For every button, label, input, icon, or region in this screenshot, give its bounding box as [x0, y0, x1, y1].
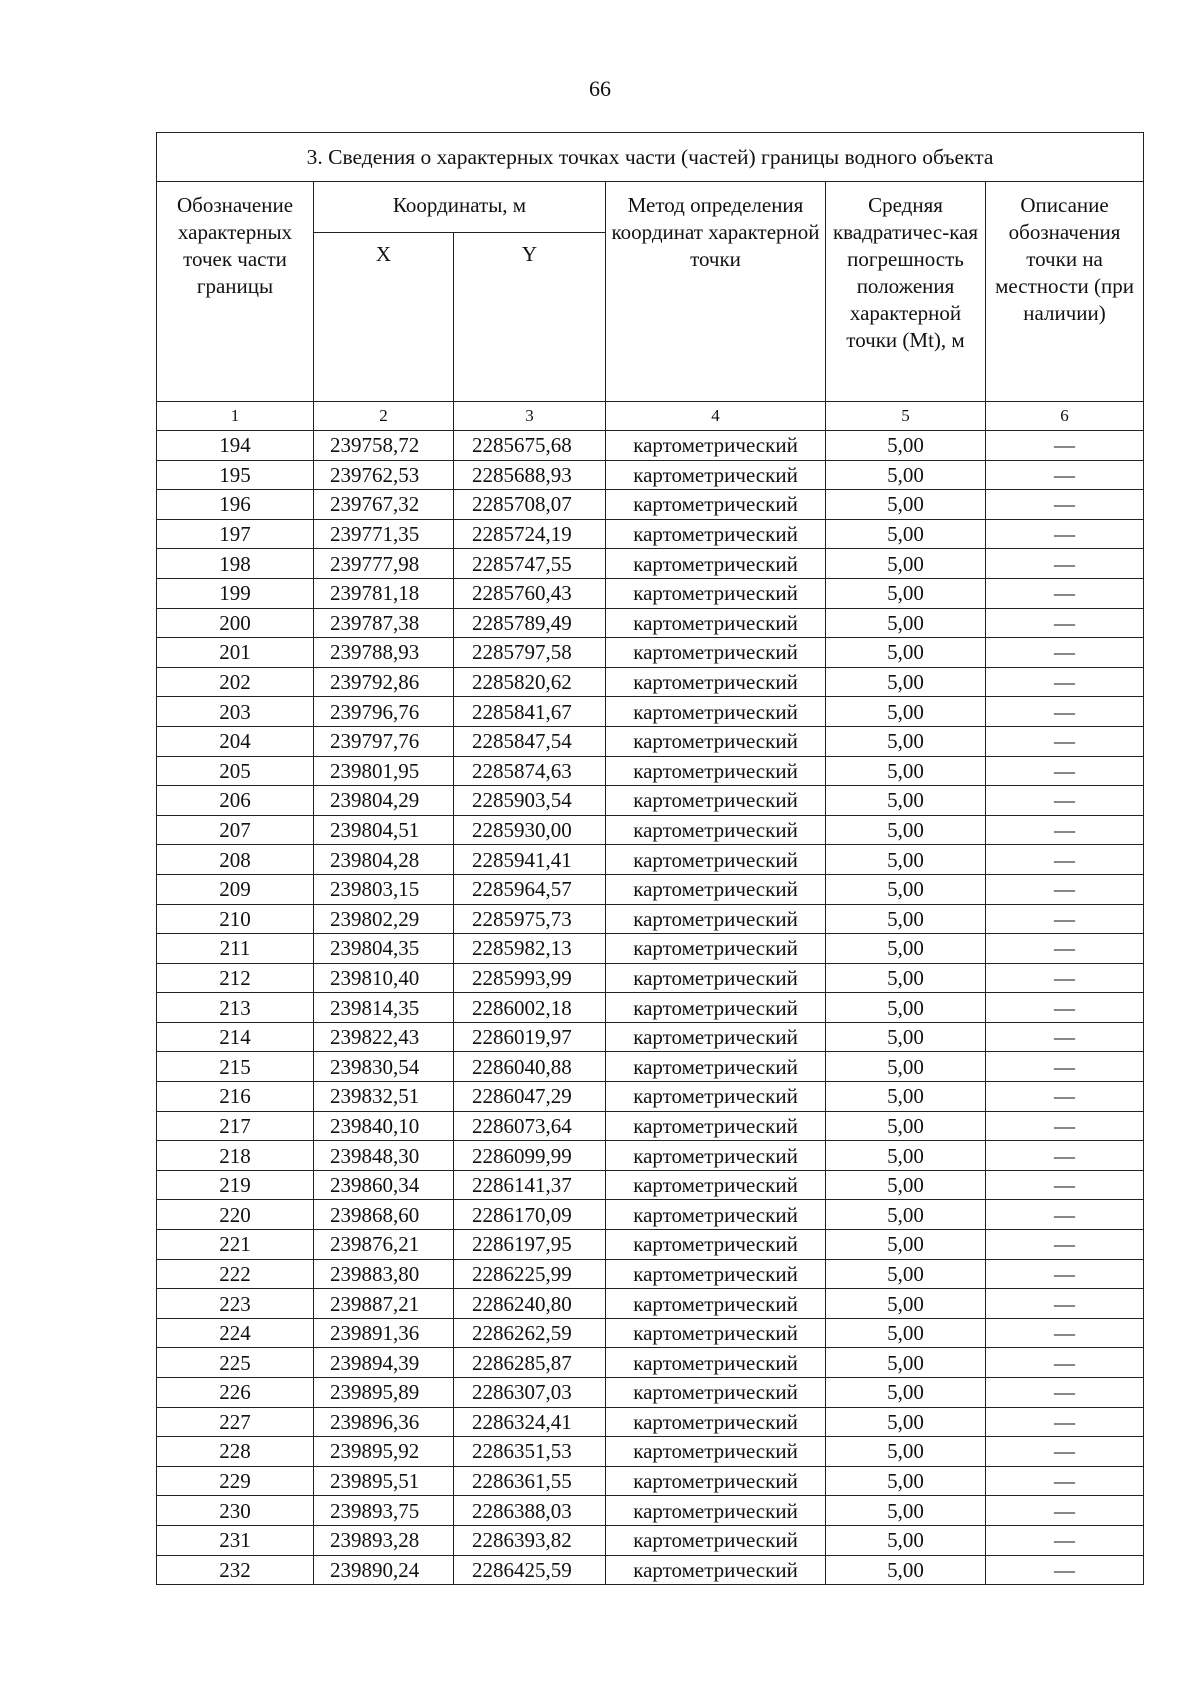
x-coordinate-cell: 239803,15 — [314, 874, 454, 904]
column-number: 5 — [826, 402, 986, 431]
table-row — [157, 1141, 1144, 1171]
description-cell: — — [986, 1170, 1144, 1200]
description-cell: — — [986, 608, 1144, 638]
x-coordinate-cell: 239860,34 — [314, 1170, 454, 1200]
point-cell: 212 — [157, 963, 314, 993]
method-cell: картометрический — [606, 1496, 826, 1526]
boundary-points-table — [156, 132, 1144, 1585]
table-row — [157, 431, 1144, 461]
table-row — [157, 638, 1144, 668]
method-cell: картометрический — [606, 1378, 826, 1408]
x-coordinate-cell: 239771,35 — [314, 519, 454, 549]
point-cell: 200 — [157, 608, 314, 638]
method-cell: картометрический — [606, 1111, 826, 1141]
point-cell: 197 — [157, 519, 314, 549]
point-cell: 231 — [157, 1525, 314, 1555]
table-row — [157, 549, 1144, 579]
description-cell: — — [986, 963, 1144, 993]
x-coordinate-cell: 239822,43 — [314, 1022, 454, 1052]
y-coordinate-cell: 2286324,41 — [454, 1407, 606, 1437]
point-cell: 196 — [157, 490, 314, 520]
table-row — [157, 490, 1144, 520]
table-row — [157, 1407, 1144, 1437]
method-cell: картометрический — [606, 1022, 826, 1052]
table-row — [157, 1555, 1144, 1585]
description-cell: — — [986, 638, 1144, 668]
error-cell: 5,00 — [826, 1141, 986, 1171]
y-coordinate-cell: 2285982,13 — [454, 934, 606, 964]
y-coordinate-cell: 2286240,80 — [454, 1289, 606, 1319]
method-cell: картометрический — [606, 1466, 826, 1496]
column-number: 3 — [454, 402, 606, 431]
description-cell: — — [986, 786, 1144, 816]
error-cell: 5,00 — [826, 519, 986, 549]
header-method: Метод определения координат характерной точки — [606, 182, 826, 402]
method-cell: картометрический — [606, 697, 826, 727]
error-cell: 5,00 — [826, 845, 986, 875]
method-cell: картометрический — [606, 1437, 826, 1467]
x-coordinate-cell: 239796,76 — [314, 697, 454, 727]
x-coordinate-cell: 239814,35 — [314, 993, 454, 1023]
description-cell: — — [986, 1052, 1144, 1082]
point-cell: 198 — [157, 549, 314, 579]
description-cell: — — [986, 1289, 1144, 1319]
method-cell: картометрический — [606, 519, 826, 549]
table-row — [157, 786, 1144, 816]
x-coordinate-cell: 239890,24 — [314, 1555, 454, 1585]
y-coordinate-cell: 2285724,19 — [454, 519, 606, 549]
description-cell: — — [986, 1348, 1144, 1378]
method-cell: картометрический — [606, 1200, 826, 1230]
point-cell: 223 — [157, 1289, 314, 1319]
y-coordinate-cell: 2285847,54 — [454, 726, 606, 756]
table-row — [157, 1289, 1144, 1319]
x-coordinate-cell: 239781,18 — [314, 578, 454, 608]
description-cell: — — [986, 993, 1144, 1023]
table-row — [157, 1082, 1144, 1112]
y-coordinate-cell: 2286225,99 — [454, 1259, 606, 1289]
error-cell: 5,00 — [826, 1437, 986, 1467]
point-cell: 229 — [157, 1466, 314, 1496]
error-cell: 5,00 — [826, 1022, 986, 1052]
error-cell: 5,00 — [826, 1525, 986, 1555]
column-number: 6 — [986, 402, 1144, 431]
method-cell: картометрический — [606, 1289, 826, 1319]
point-cell: 225 — [157, 1348, 314, 1378]
table-row — [157, 460, 1144, 490]
y-coordinate-cell: 2285874,63 — [454, 756, 606, 786]
table-row — [157, 608, 1144, 638]
x-coordinate-cell: 239891,36 — [314, 1318, 454, 1348]
description-cell: — — [986, 1555, 1144, 1585]
description-cell: — — [986, 934, 1144, 964]
column-number: 4 — [606, 402, 826, 431]
y-coordinate-cell: 2286040,88 — [454, 1052, 606, 1082]
method-cell: картометрический — [606, 786, 826, 816]
y-coordinate-cell: 2286047,29 — [454, 1082, 606, 1112]
y-coordinate-cell: 2285688,93 — [454, 460, 606, 490]
table-row — [157, 1437, 1144, 1467]
point-cell: 208 — [157, 845, 314, 875]
x-coordinate-cell: 239804,29 — [314, 786, 454, 816]
table-row — [157, 1170, 1144, 1200]
description-cell: — — [986, 815, 1144, 845]
x-coordinate-cell: 239792,86 — [314, 667, 454, 697]
error-cell: 5,00 — [826, 993, 986, 1023]
error-cell: 5,00 — [826, 431, 986, 461]
point-cell: 230 — [157, 1496, 314, 1526]
y-coordinate-cell: 2286262,59 — [454, 1318, 606, 1348]
description-cell: — — [986, 490, 1144, 520]
x-coordinate-cell: 239787,38 — [314, 608, 454, 638]
table-row — [157, 934, 1144, 964]
method-cell: картометрический — [606, 726, 826, 756]
header-x: X — [314, 233, 454, 402]
table-row — [157, 578, 1144, 608]
description-cell: — — [986, 1259, 1144, 1289]
x-coordinate-cell: 239810,40 — [314, 963, 454, 993]
x-coordinate-cell: 239802,29 — [314, 904, 454, 934]
description-cell: — — [986, 697, 1144, 727]
method-cell: картометрический — [606, 934, 826, 964]
point-cell: 206 — [157, 786, 314, 816]
header-error: Средняя квадратичес-кая погрешность положения характерной точки (Mt), м — [826, 182, 986, 402]
x-coordinate-cell: 239758,72 — [314, 431, 454, 461]
x-coordinate-cell: 239840,10 — [314, 1111, 454, 1141]
x-coordinate-cell: 239767,32 — [314, 490, 454, 520]
description-cell: — — [986, 1111, 1144, 1141]
x-coordinate-cell: 239801,95 — [314, 756, 454, 786]
x-coordinate-cell: 239804,51 — [314, 815, 454, 845]
method-cell: картометрический — [606, 874, 826, 904]
x-coordinate-cell: 239788,93 — [314, 638, 454, 668]
method-cell: картометрический — [606, 815, 826, 845]
description-cell: — — [986, 1318, 1144, 1348]
y-coordinate-cell: 2286019,97 — [454, 1022, 606, 1052]
table-title: 3. Сведения о характерных точках части (частей) границы водного объекта — [157, 133, 1144, 182]
y-coordinate-cell: 2285941,41 — [454, 845, 606, 875]
description-cell: — — [986, 1082, 1144, 1112]
table-row — [157, 1200, 1144, 1230]
method-cell: картометрический — [606, 1141, 826, 1171]
error-cell: 5,00 — [826, 1466, 986, 1496]
point-cell: 232 — [157, 1555, 314, 1585]
x-coordinate-cell: 239868,60 — [314, 1200, 454, 1230]
point-cell: 199 — [157, 578, 314, 608]
x-coordinate-cell: 239804,28 — [314, 845, 454, 875]
y-coordinate-cell: 2286197,95 — [454, 1230, 606, 1260]
table-row — [157, 1022, 1144, 1052]
table-row — [157, 726, 1144, 756]
error-cell: 5,00 — [826, 1407, 986, 1437]
y-coordinate-cell: 2285820,62 — [454, 667, 606, 697]
error-cell: 5,00 — [826, 460, 986, 490]
method-cell: картометрический — [606, 490, 826, 520]
error-cell: 5,00 — [826, 1170, 986, 1200]
table-row — [157, 993, 1144, 1023]
point-cell: 215 — [157, 1052, 314, 1082]
point-cell: 194 — [157, 431, 314, 461]
description-cell: — — [986, 726, 1144, 756]
description-cell: — — [986, 845, 1144, 875]
y-coordinate-cell: 2285930,00 — [454, 815, 606, 845]
point-cell: 228 — [157, 1437, 314, 1467]
error-cell: 5,00 — [826, 934, 986, 964]
description-cell: — — [986, 1378, 1144, 1408]
method-cell: картометрический — [606, 667, 826, 697]
point-cell: 209 — [157, 874, 314, 904]
x-coordinate-cell: 239797,76 — [314, 726, 454, 756]
point-cell: 207 — [157, 815, 314, 845]
description-cell: — — [986, 1466, 1144, 1496]
point-cell: 219 — [157, 1170, 314, 1200]
point-cell: 213 — [157, 993, 314, 1023]
y-coordinate-cell: 2286425,59 — [454, 1555, 606, 1585]
table-row — [157, 904, 1144, 934]
table-row — [157, 874, 1144, 904]
error-cell: 5,00 — [826, 1082, 986, 1112]
description-cell: — — [986, 756, 1144, 786]
x-coordinate-cell: 239887,21 — [314, 1289, 454, 1319]
x-coordinate-cell: 239896,36 — [314, 1407, 454, 1437]
x-coordinate-cell: 239895,89 — [314, 1378, 454, 1408]
error-cell: 5,00 — [826, 1230, 986, 1260]
table-row — [157, 1052, 1144, 1082]
table-row — [157, 1318, 1144, 1348]
method-cell: картометрический — [606, 549, 826, 579]
x-coordinate-cell: 239895,51 — [314, 1466, 454, 1496]
method-cell: картометрический — [606, 1348, 826, 1378]
header-y: Y — [454, 233, 606, 402]
point-cell: 218 — [157, 1141, 314, 1171]
table-row — [157, 1230, 1144, 1260]
method-cell: картометрический — [606, 993, 826, 1023]
point-cell: 221 — [157, 1230, 314, 1260]
point-cell: 203 — [157, 697, 314, 727]
error-cell: 5,00 — [826, 874, 986, 904]
table-body — [157, 431, 1144, 1585]
column-number: 1 — [157, 402, 314, 431]
y-coordinate-cell: 2286099,99 — [454, 1141, 606, 1171]
error-cell: 5,00 — [826, 667, 986, 697]
y-coordinate-cell: 2285760,43 — [454, 578, 606, 608]
point-cell: 201 — [157, 638, 314, 668]
error-cell: 5,00 — [826, 638, 986, 668]
error-cell: 5,00 — [826, 1348, 986, 1378]
description-cell: — — [986, 1525, 1144, 1555]
description-cell: — — [986, 431, 1144, 461]
error-cell: 5,00 — [826, 815, 986, 845]
y-coordinate-cell: 2286073,64 — [454, 1111, 606, 1141]
method-cell: картометрический — [606, 963, 826, 993]
header-designation: Обозначение характерных точек части границы — [157, 182, 314, 402]
method-cell: картометрический — [606, 1407, 826, 1437]
y-coordinate-cell: 2286361,55 — [454, 1466, 606, 1496]
description-cell: — — [986, 460, 1144, 490]
point-cell: 217 — [157, 1111, 314, 1141]
table-row — [157, 1378, 1144, 1408]
error-cell: 5,00 — [826, 786, 986, 816]
error-cell: 5,00 — [826, 1318, 986, 1348]
description-cell: — — [986, 1437, 1144, 1467]
y-coordinate-cell: 2285841,67 — [454, 697, 606, 727]
y-coordinate-cell: 2286170,09 — [454, 1200, 606, 1230]
error-cell: 5,00 — [826, 608, 986, 638]
error-cell: 5,00 — [826, 1200, 986, 1230]
method-cell: картометрический — [606, 460, 826, 490]
table-row — [157, 667, 1144, 697]
description-cell: — — [986, 1022, 1144, 1052]
table-row — [157, 519, 1144, 549]
x-coordinate-cell: 239876,21 — [314, 1230, 454, 1260]
y-coordinate-cell: 2286393,82 — [454, 1525, 606, 1555]
x-coordinate-cell: 239777,98 — [314, 549, 454, 579]
y-coordinate-cell: 2286351,53 — [454, 1437, 606, 1467]
y-coordinate-cell: 2285747,55 — [454, 549, 606, 579]
point-cell: 220 — [157, 1200, 314, 1230]
description-cell: — — [986, 904, 1144, 934]
method-cell: картометрический — [606, 578, 826, 608]
error-cell: 5,00 — [826, 1378, 986, 1408]
error-cell: 5,00 — [826, 490, 986, 520]
x-coordinate-cell: 239895,92 — [314, 1437, 454, 1467]
point-cell: 222 — [157, 1259, 314, 1289]
table-row — [157, 697, 1144, 727]
method-cell: картометрический — [606, 1318, 826, 1348]
y-coordinate-cell: 2285993,99 — [454, 963, 606, 993]
point-cell: 227 — [157, 1407, 314, 1437]
table-row — [157, 1348, 1144, 1378]
error-cell: 5,00 — [826, 697, 986, 727]
method-cell: картометрический — [606, 904, 826, 934]
point-cell: 210 — [157, 904, 314, 934]
y-coordinate-cell: 2285789,49 — [454, 608, 606, 638]
error-cell: 5,00 — [826, 1052, 986, 1082]
table-row — [157, 1466, 1144, 1496]
point-cell: 202 — [157, 667, 314, 697]
description-cell: — — [986, 1230, 1144, 1260]
y-coordinate-cell: 2285708,07 — [454, 490, 606, 520]
description-cell: — — [986, 874, 1144, 904]
table-row — [157, 756, 1144, 786]
table-row — [157, 1525, 1144, 1555]
table-row — [157, 845, 1144, 875]
description-cell: — — [986, 549, 1144, 579]
method-cell: картометрический — [606, 1082, 826, 1112]
error-cell: 5,00 — [826, 1289, 986, 1319]
x-coordinate-cell: 239893,75 — [314, 1496, 454, 1526]
x-coordinate-cell: 239832,51 — [314, 1082, 454, 1112]
point-cell: 216 — [157, 1082, 314, 1112]
error-cell: 5,00 — [826, 578, 986, 608]
point-cell: 195 — [157, 460, 314, 490]
x-coordinate-cell: 239804,35 — [314, 934, 454, 964]
header-description: Описание обозначения точки на местности (при наличии) — [986, 182, 1144, 402]
error-cell: 5,00 — [826, 904, 986, 934]
point-cell: 214 — [157, 1022, 314, 1052]
x-coordinate-cell: 239893,28 — [314, 1525, 454, 1555]
table-row — [157, 1259, 1144, 1289]
method-cell: картометрический — [606, 1525, 826, 1555]
y-coordinate-cell: 2286002,18 — [454, 993, 606, 1023]
page-number: 66 — [589, 76, 611, 101]
y-coordinate-cell: 2285675,68 — [454, 431, 606, 461]
method-cell: картометрический — [606, 1555, 826, 1585]
error-cell: 5,00 — [826, 1555, 986, 1585]
method-cell: картометрический — [606, 1170, 826, 1200]
description-cell: — — [986, 519, 1144, 549]
description-cell: — — [986, 1141, 1144, 1171]
x-coordinate-cell: 239894,39 — [314, 1348, 454, 1378]
error-cell: 5,00 — [826, 963, 986, 993]
method-cell: картометрический — [606, 431, 826, 461]
method-cell: картометрический — [606, 1052, 826, 1082]
description-cell: — — [986, 1496, 1144, 1526]
x-coordinate-cell: 239830,54 — [314, 1052, 454, 1082]
point-cell: 204 — [157, 726, 314, 756]
description-cell: — — [986, 667, 1144, 697]
point-cell: 224 — [157, 1318, 314, 1348]
y-coordinate-cell: 2286388,03 — [454, 1496, 606, 1526]
table-row — [157, 1111, 1144, 1141]
y-coordinate-cell: 2285975,73 — [454, 904, 606, 934]
method-cell: картометрический — [606, 638, 826, 668]
error-cell: 5,00 — [826, 756, 986, 786]
method-cell: картометрический — [606, 1230, 826, 1260]
method-cell: картометрический — [606, 608, 826, 638]
method-cell: картометрический — [606, 756, 826, 786]
x-coordinate-cell: 239762,53 — [314, 460, 454, 490]
error-cell: 5,00 — [826, 1111, 986, 1141]
point-cell: 205 — [157, 756, 314, 786]
y-coordinate-cell: 2286141,37 — [454, 1170, 606, 1200]
header-coordinates: Координаты, м — [314, 182, 606, 233]
description-cell: — — [986, 578, 1144, 608]
y-coordinate-cell: 2286307,03 — [454, 1378, 606, 1408]
x-coordinate-cell: 239848,30 — [314, 1141, 454, 1171]
y-coordinate-cell: 2285797,58 — [454, 638, 606, 668]
error-cell: 5,00 — [826, 726, 986, 756]
description-cell: — — [986, 1407, 1144, 1437]
column-numbers-row — [157, 402, 1144, 431]
y-coordinate-cell: 2285903,54 — [454, 786, 606, 816]
table-row — [157, 963, 1144, 993]
point-cell: 211 — [157, 934, 314, 964]
y-coordinate-cell: 2286285,87 — [454, 1348, 606, 1378]
column-number: 2 — [314, 402, 454, 431]
error-cell: 5,00 — [826, 549, 986, 579]
method-cell: картометрический — [606, 1259, 826, 1289]
method-cell: картометрический — [606, 845, 826, 875]
point-cell: 226 — [157, 1378, 314, 1408]
error-cell: 5,00 — [826, 1496, 986, 1526]
error-cell: 5,00 — [826, 1259, 986, 1289]
table-row — [157, 1496, 1144, 1526]
x-coordinate-cell: 239883,80 — [314, 1259, 454, 1289]
y-coordinate-cell: 2285964,57 — [454, 874, 606, 904]
table-row — [157, 815, 1144, 845]
description-cell: — — [986, 1200, 1144, 1230]
